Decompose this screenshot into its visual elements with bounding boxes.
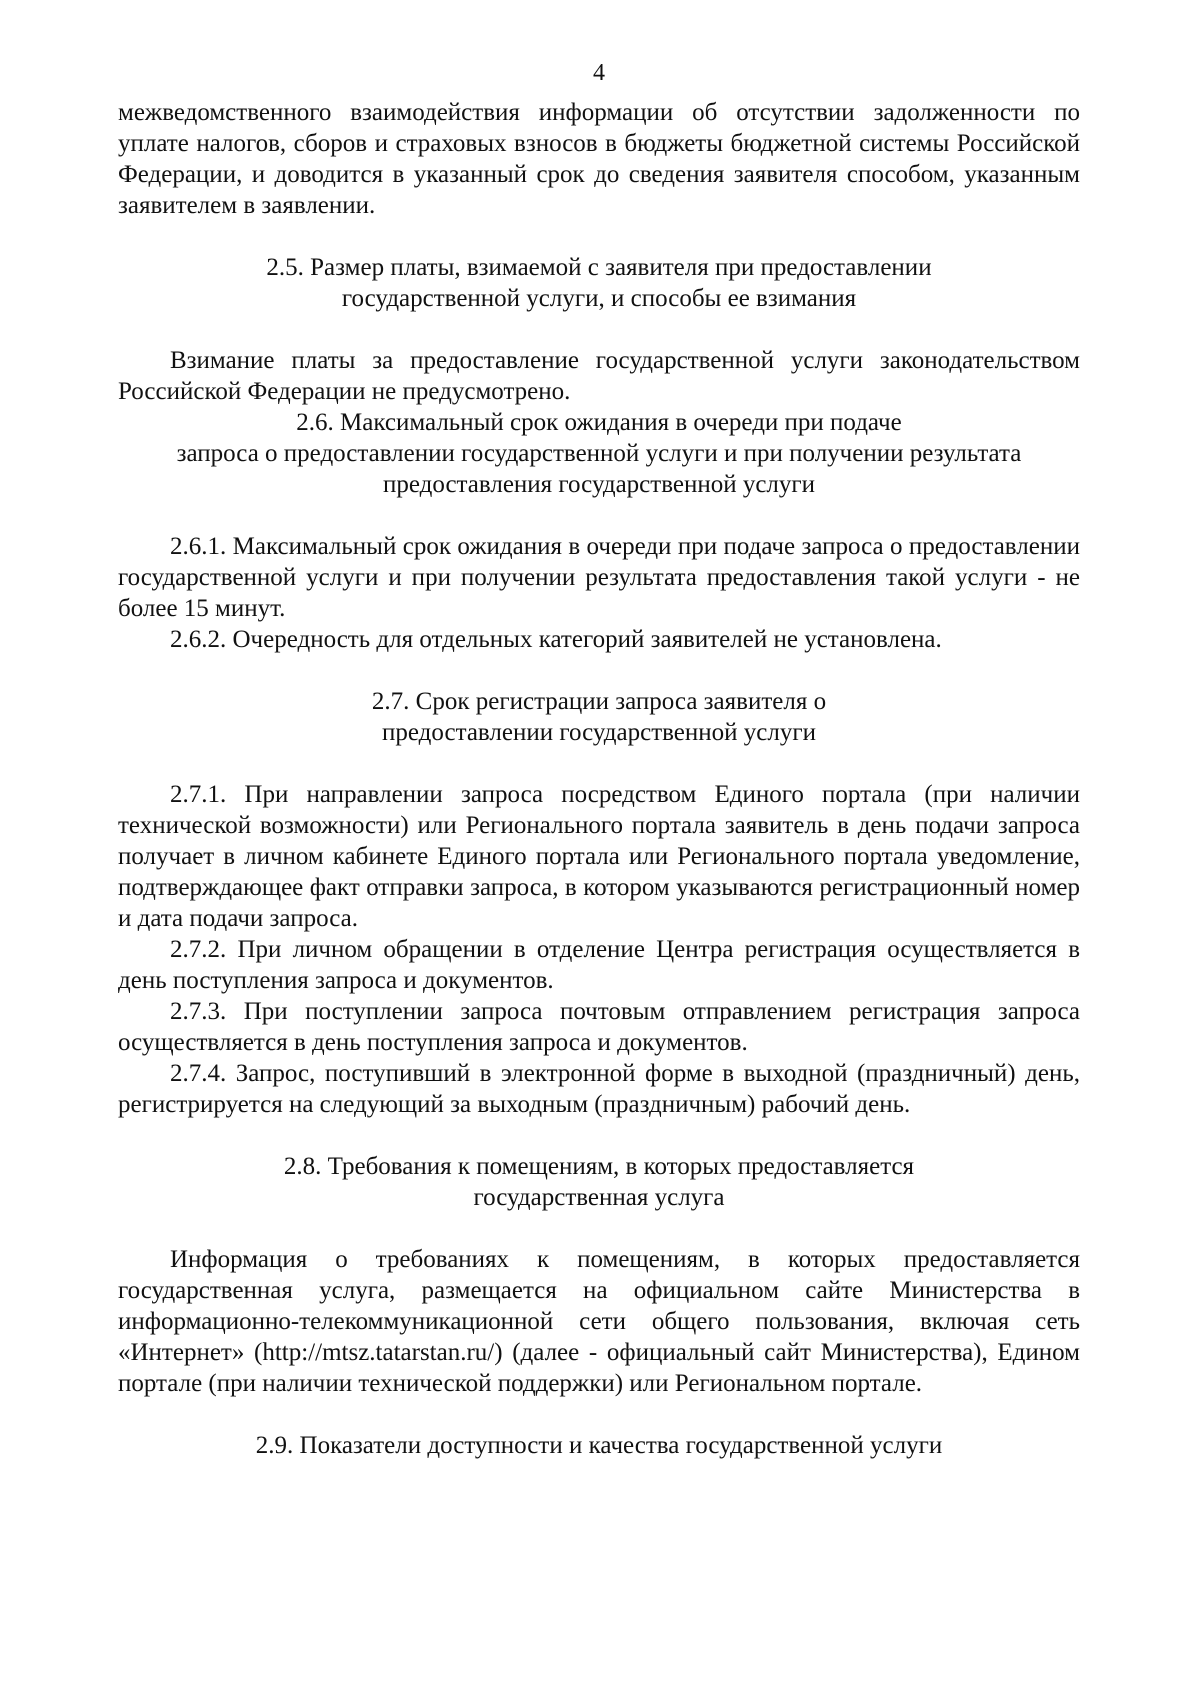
paragraph-2-5-text: Взимание платы за предоставление государственной услуги законодательством Российской Федерации не предусмотрено. — [118, 347, 1080, 405]
paragraph-2-8-text: Информация о требованиях к помещениям, в которых предоставляется государственная услуга, размещается на официальном сайте Министерства в информационно-телекоммуникационной сети общего пользования, включая сеть «Интернет» (http://mtsz.tatarstan.ru/) (далее - официальный сайт Министерства), Едином портале (при наличии технической поддержки) или Региональном портале. — [118, 1246, 1080, 1397]
heading-line: государственной услуги, и способы ее взимания — [341, 285, 857, 312]
page-number: 4 — [593, 60, 605, 86]
section-heading-2-6 — [118, 407, 1080, 500]
paragraph-2-7-3: 2.7.3. При поступлении запроса почтовым отправлением регистрация запроса осуществляется в день поступления запроса и документов. — [118, 998, 1080, 1056]
paragraph-2-7-4: 2.7.4. Запрос, поступивший в электронной форме в выходной (праздничный) день, регистрируется на следующий за выходным (праздничным) рабочий день. — [118, 1060, 1080, 1118]
heading-line: предоставлении государственной услуги — [382, 719, 816, 746]
paragraph-2-7-2: 2.7.2. При личном обращении в отделение Центра регистрация осуществляется в день поступления запроса и документов. — [118, 936, 1080, 994]
section-heading-2-5 — [118, 252, 1080, 314]
section-heading-2-9 — [118, 1430, 1080, 1461]
heading-line: 2.8. Требования к помещениям, в которых предоставляется — [283, 1153, 915, 1180]
heading-line: предоставления государственной услуги — [382, 471, 816, 498]
heading-line: государственная услуга — [473, 1184, 725, 1211]
paragraph-2-7-1: 2.7.1. При направлении запроса посредством Единого портала (при наличии технической возможности) или Регионального портала заявитель в день подачи запроса получает в личном кабинете Единого портала или Регионального портала уведомление, подтверждающее факт отправки запроса, в котором указываются регистрационный номер и дата подачи запроса. — [118, 781, 1080, 932]
heading-line: 2.7. Срок регистрации запроса заявителя о — [371, 688, 827, 715]
document-page — [118, 58, 1080, 1461]
heading-line: 2.5. Размер платы, взимаемой с заявителя при предоставлении — [266, 254, 932, 281]
section-heading-2-8 — [118, 1151, 1080, 1213]
paragraph-2-6-2: 2.6.2. Очередность для отдельных категорий заявителей не установлена. — [170, 626, 942, 653]
heading-line: 2.6. Максимальный срок ожидания в очереди при подаче — [296, 409, 902, 436]
paragraph-2-6-1: 2.6.1. Максимальный срок ожидания в очереди при подаче запроса о предоставлении государственной услуги и при получении результата предоставления такой услуги - не более 15 минут. — [118, 533, 1080, 622]
heading-line: запроса о предоставлении государственной услуги и при получении результата — [176, 440, 1022, 467]
heading-line: 2.9. Показатели доступности и качества государственной услуги — [255, 1432, 943, 1459]
section-heading-2-7 — [118, 686, 1080, 748]
paragraph-continuation: межведомственного взаимодействия информации об отсутствии задолженности по уплате налогов, сборов и страховых взносов в бюджеты бюджетной системы Российской Федерации, и доводится в указанный срок до сведения заявителя способом, указанным заявителем в заявлении. — [118, 99, 1080, 219]
